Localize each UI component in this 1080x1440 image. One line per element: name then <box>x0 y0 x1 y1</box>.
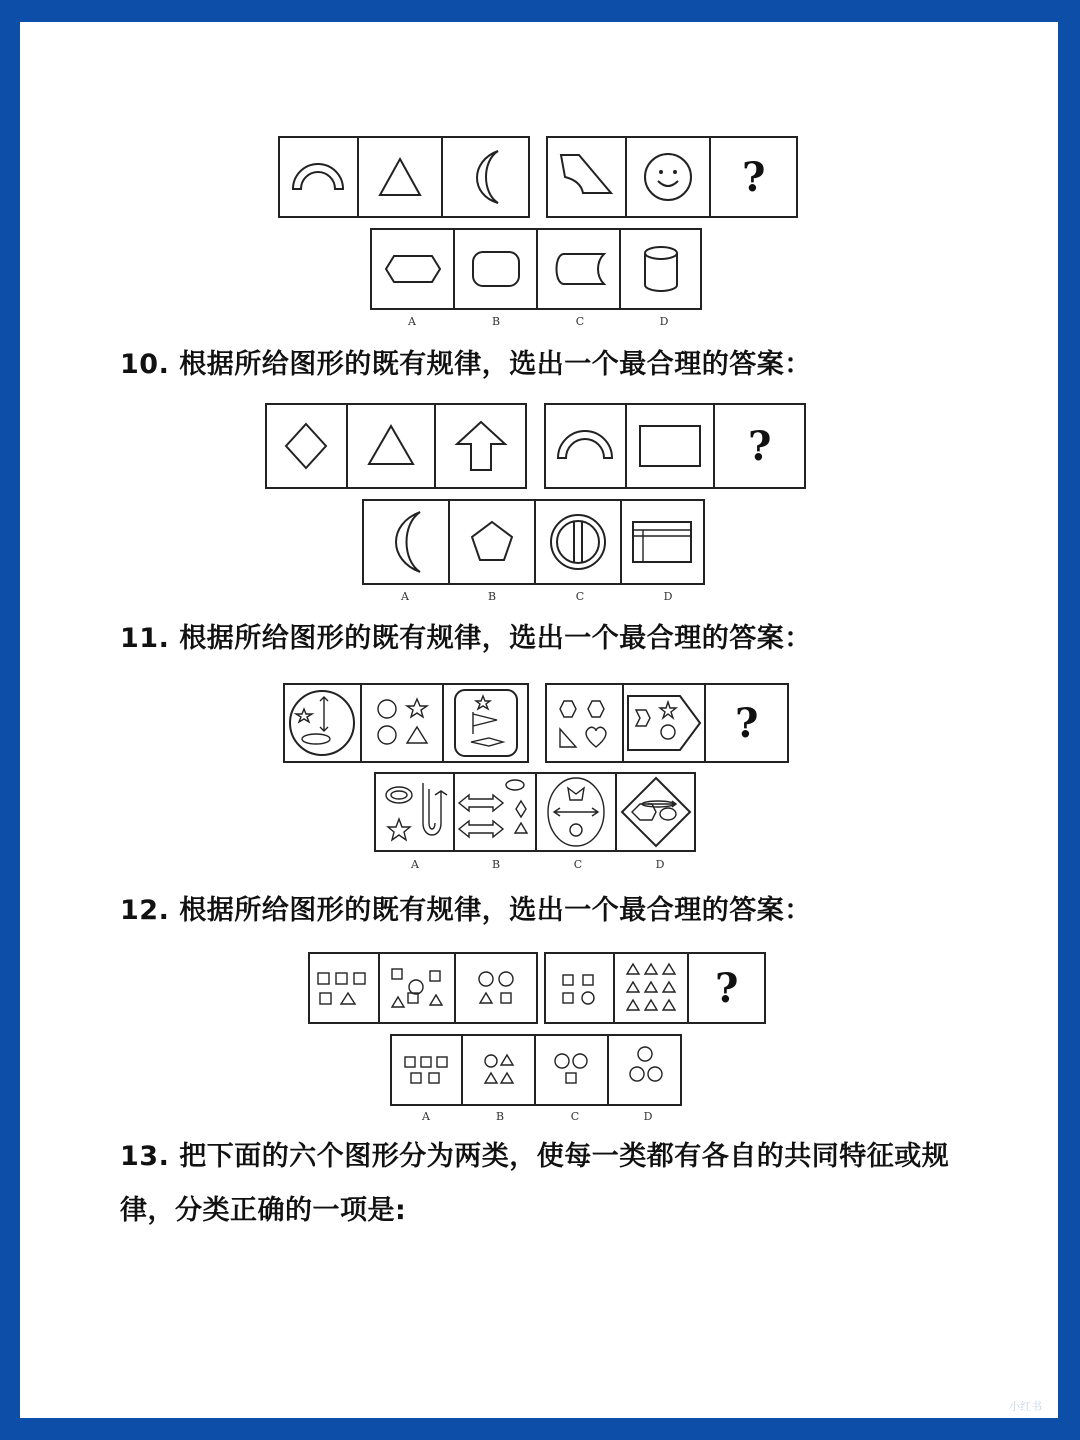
hexagons-triangle-heart-figure <box>547 685 624 761</box>
question-number: 11. <box>120 623 170 654</box>
option-c-figure[interactable] <box>538 230 621 308</box>
option-label-b: B <box>491 315 501 328</box>
option-c-figure[interactable] <box>536 1036 609 1104</box>
option-d-figure[interactable] <box>617 774 694 850</box>
puzzle-12-options <box>390 1034 682 1106</box>
option-b-figure[interactable] <box>455 230 538 308</box>
circles-triangle-square-figure <box>456 954 536 1022</box>
option-a-figure[interactable] <box>392 1036 463 1104</box>
question-mark: ? <box>714 964 739 1012</box>
puzzle-12-sequence-left <box>308 952 538 1024</box>
circles-star-triangle-figure <box>362 685 445 761</box>
option-c-figure[interactable] <box>536 501 622 583</box>
option-label-a: A <box>401 590 409 603</box>
crescent-figure <box>443 138 528 216</box>
question-mark: ? <box>741 153 766 201</box>
question-number: 10. <box>120 349 170 380</box>
question-number: 12. <box>120 895 170 926</box>
option-d-figure[interactable] <box>621 230 700 308</box>
option-c-figure[interactable] <box>537 774 618 850</box>
question-12 <box>120 884 980 938</box>
up-arrow-figure <box>436 405 525 487</box>
puzzle-9-sequence-right <box>546 136 798 218</box>
option-label-b: B <box>491 858 501 871</box>
nine-triangles-figure <box>615 954 690 1022</box>
question-text: 根据所给图形的既有规律，选出一个最合理的答案： <box>179 349 812 380</box>
option-a-figure[interactable] <box>364 501 450 583</box>
puzzle-11-sequence-left <box>283 683 529 763</box>
puzzle-9-sequence-left <box>278 136 530 218</box>
option-d-figure[interactable] <box>622 501 703 583</box>
triangle-figure <box>359 138 444 216</box>
question-text: 根据所给图形的既有规律，选出一个最合理的答案： <box>179 895 812 926</box>
arch-figure <box>280 138 359 216</box>
option-b-figure[interactable] <box>455 774 537 850</box>
unknown-cell <box>706 685 787 761</box>
rounded-frame-star-flag-figure <box>444 685 527 761</box>
smiley-figure <box>627 138 712 216</box>
mixed-shapes-figure <box>380 954 456 1022</box>
option-label-d: D <box>663 590 673 603</box>
option-label-b: B <box>487 590 497 603</box>
option-label-a: A <box>422 1110 430 1123</box>
puzzle-10-sequence-right <box>544 403 806 489</box>
unknown-cell <box>689 954 764 1022</box>
arch-figure <box>546 405 627 487</box>
option-a-figure[interactable] <box>376 774 455 850</box>
option-a-figure[interactable] <box>372 230 455 308</box>
rectangle-figure <box>627 405 716 487</box>
unknown-cell <box>711 138 796 216</box>
puzzle-11-options <box>374 772 696 852</box>
unknown-cell <box>715 405 804 487</box>
tag-with-shapes-figure <box>624 685 707 761</box>
circle-with-star-arrow-figure <box>285 685 362 761</box>
puzzle-11-sequence-right <box>545 683 789 763</box>
watermark: 小红书 <box>1009 1400 1042 1413</box>
worksheet-page <box>20 22 1058 1418</box>
question-number: 13. <box>120 1141 170 1172</box>
option-label-d: D <box>643 1110 653 1123</box>
option-label-d: D <box>659 315 669 328</box>
puzzle-9-options <box>370 228 702 310</box>
option-label-a: A <box>408 315 416 328</box>
question-10 <box>120 338 980 392</box>
question-text: 根据所给图形的既有规律，选出一个最合理的答案： <box>179 623 812 654</box>
triangle-figure <box>348 405 437 487</box>
question-13 <box>120 1130 980 1238</box>
question-mark: ? <box>734 699 759 747</box>
irregular-quad-figure <box>548 138 627 216</box>
puzzle-10-options <box>362 499 705 585</box>
option-label-c: C <box>575 590 585 603</box>
option-label-a: A <box>411 858 419 871</box>
option-label-b: B <box>495 1110 505 1123</box>
squares-triangle-figure <box>310 954 380 1022</box>
squares-circle-figure <box>546 954 615 1022</box>
question-text: 把下面的六个图形分为两类，使每一类都有各自的共同特征或规律，分类正确的一项是: <box>120 1141 950 1226</box>
option-b-figure[interactable] <box>463 1036 536 1104</box>
option-label-c: C <box>575 315 585 328</box>
option-label-d: D <box>655 858 665 871</box>
option-d-figure[interactable] <box>609 1036 680 1104</box>
option-label-c: C <box>573 858 583 871</box>
question-11 <box>120 612 980 666</box>
diamond-figure <box>267 405 348 487</box>
option-label-c: C <box>570 1110 580 1123</box>
puzzle-10-sequence-left <box>265 403 527 489</box>
question-mark: ? <box>747 422 772 470</box>
puzzle-12-sequence-right <box>544 952 766 1024</box>
option-b-figure[interactable] <box>450 501 536 583</box>
